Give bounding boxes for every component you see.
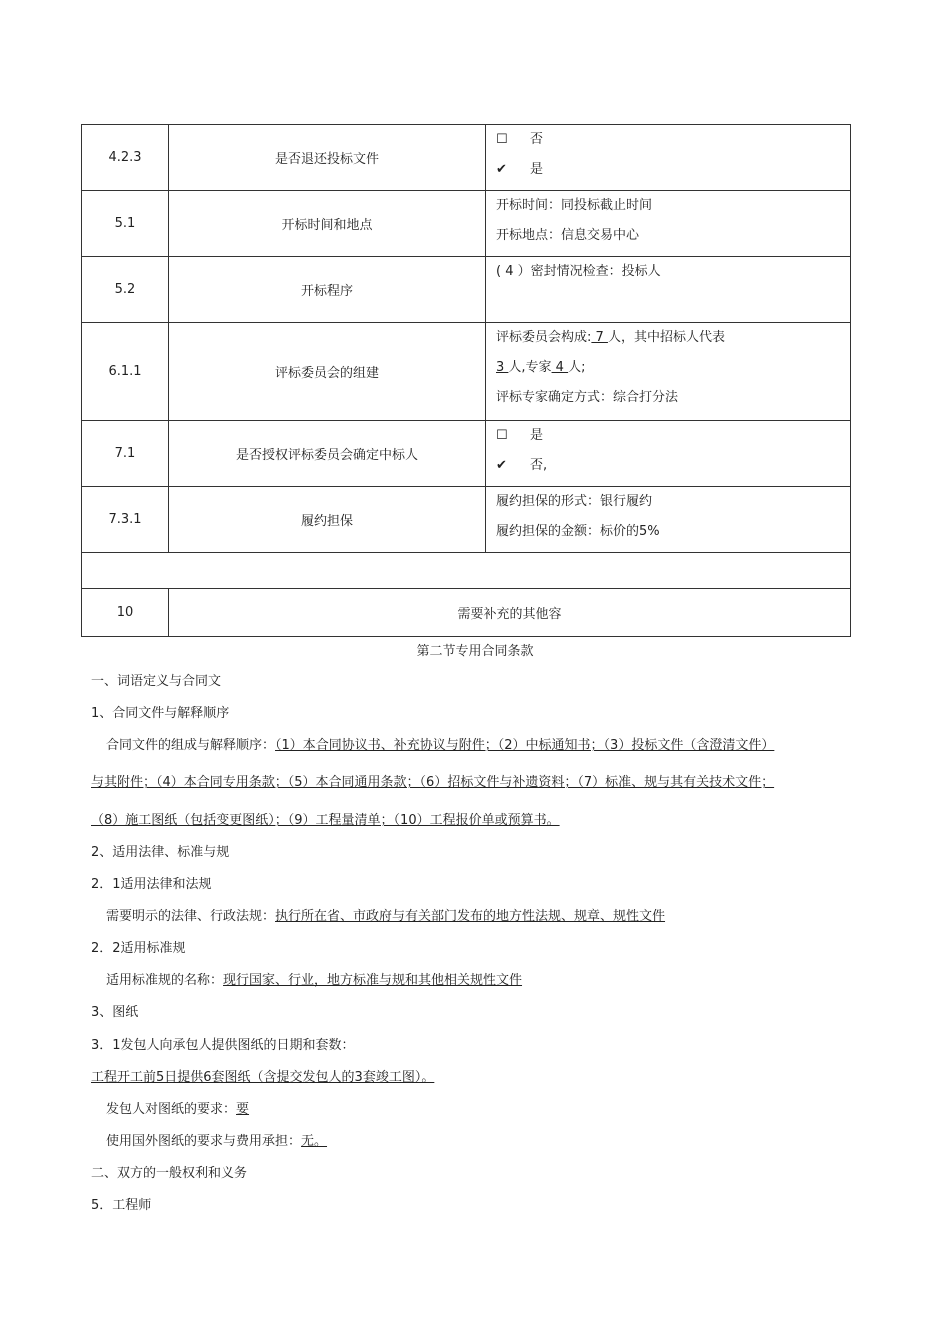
- paragraph-label: 适用标准规的名称：: [106, 973, 224, 988]
- clause-content: [486, 125, 851, 191]
- table-row: [82, 487, 851, 553]
- empty-cell: [82, 553, 851, 589]
- table-row: [82, 125, 851, 191]
- table-row: [82, 421, 851, 487]
- content-line: [496, 355, 850, 387]
- heading-drawings-sub: 3．1发包人向承包人提供图纸的日期和套数：: [91, 1038, 355, 1053]
- clause-item: 需要补充的其他容: [169, 589, 851, 637]
- paragraph-contract-order-cont: [91, 774, 774, 792]
- paragraph-drawings-req: [106, 1101, 249, 1119]
- committee-label: 评标委员会构成:: [496, 330, 592, 345]
- heading-laws-sub: 2．1适用法律和法规: [91, 877, 212, 892]
- clause-number: 4.2.3: [82, 125, 169, 191]
- heading-rights: 二、双方的一般权利和义务: [91, 1166, 248, 1181]
- clause-item: 开标时间和地点: [169, 191, 486, 257]
- heading-laws: 2、适用法律、标准与规: [91, 845, 230, 860]
- paragraph-value: 执行所在省、市政府与有关部门发布的地方性法规、规章、规性文件: [275, 909, 666, 924]
- content-line: 开标地点：信息交易中心: [496, 228, 640, 243]
- paragraph-value: 工程开工前5日提供6套图纸（含提交发包人的3套竣工图）。: [91, 1070, 435, 1085]
- committee-text: 人，其中招标人代表: [607, 330, 725, 345]
- committee-rep-value: 3: [496, 360, 509, 375]
- heading-standards: 2．2适用标准规: [91, 941, 186, 956]
- clause-item: 是否退还投标文件: [169, 125, 486, 191]
- option-label: 是: [530, 428, 544, 443]
- committee-text: 人,专家: [508, 360, 552, 375]
- paragraph-value: （1）本合同协议书、补充协议与附件；（2）中标通知书；（3）投标文件（含澄清文件）: [275, 738, 775, 753]
- option-label: 否: [530, 132, 544, 147]
- section-title: 第二节专用合同条款: [416, 644, 534, 659]
- committee-total-value: 7: [591, 330, 608, 345]
- paragraph-label: 合同文件的组成与解释顺序：: [106, 738, 276, 753]
- checkbox-empty-icon: ☐: [496, 428, 508, 443]
- clause-item: 是否授权评标委员会确定中标人: [169, 421, 486, 487]
- checkmark-icon: ✔: [496, 458, 507, 473]
- heading-drawings: 3、图纸: [91, 1005, 139, 1020]
- clause-number: 7.3.1: [82, 487, 169, 553]
- paragraph-contract-order-cont: [91, 812, 560, 830]
- content-line: 评标专家确定方式：综合打分法: [496, 390, 679, 405]
- clause-number: 5.1: [82, 191, 169, 257]
- option-label: 是: [530, 162, 544, 177]
- content-line: 开标时间：同投标截止时间: [496, 198, 653, 213]
- clause-content: [486, 191, 851, 257]
- clause-item: 评标委员会的组建: [169, 323, 486, 421]
- checkbox-empty-icon: ☐: [496, 132, 508, 147]
- paragraph-contract-order: [106, 737, 774, 755]
- paragraph-value: （8）施工图纸（包括变更图纸）；（9）工程量清单；（10）工程报价单或预算书。: [91, 813, 560, 828]
- paragraph-value: 要: [236, 1102, 250, 1117]
- content-line: ( 4 ）密封情况检查：投标人: [496, 264, 661, 279]
- paragraph-standards: [106, 972, 522, 990]
- paragraph-drawings-date: [91, 1069, 434, 1087]
- committee-text: 人;: [568, 360, 586, 375]
- option-label: 否,: [530, 458, 548, 473]
- heading-definitions: 一、词语定义与合同文: [91, 674, 222, 689]
- clause-number: 10: [82, 589, 169, 637]
- content-line: 履约担保的形式：银行履约: [496, 494, 653, 509]
- clause-content: [486, 487, 851, 553]
- clause-item: 履约担保: [169, 487, 486, 553]
- clause-item: 开标程序: [169, 257, 486, 323]
- paragraph-label: 发包人对图纸的要求：: [106, 1102, 237, 1117]
- paragraph-value: 无。: [301, 1134, 328, 1149]
- heading-engineer: 5．工程师: [91, 1198, 152, 1213]
- clause-content: [486, 323, 851, 421]
- clause-content: [486, 257, 851, 323]
- paragraph-foreign-drawings: [106, 1133, 327, 1151]
- paragraph-label: 需要明示的法律、行政法规：: [106, 909, 276, 924]
- clause-number: 5.2: [82, 257, 169, 323]
- checkmark-icon: ✔: [496, 162, 507, 177]
- content-line: 履约担保的金额：标价的5%: [496, 524, 660, 539]
- heading-contract-docs: 1、合同文件与解释顺序: [91, 706, 230, 721]
- paragraph-value: 与其附件；（4）本合同专用条款；（5）本合同通用条款；（6）招标文件与补遗资料；（7）标准、规与其有关技术文件；: [91, 775, 775, 790]
- committee-experts-value: 4: [551, 360, 569, 375]
- paragraph-label: 使用国外图纸的要求与费用承担：: [106, 1134, 302, 1149]
- paragraph-value: 现行国家、行业，地方标准与规和其他相关规性文件: [223, 973, 523, 988]
- clause-number: 7.1: [82, 421, 169, 487]
- table-row: [82, 257, 851, 323]
- table-row: [82, 191, 851, 257]
- paragraph-laws: [106, 908, 665, 926]
- clause-number: 6.1.1: [82, 323, 169, 421]
- bid-data-table: [81, 124, 851, 637]
- table-row: [82, 323, 851, 421]
- table-row-empty: [82, 553, 851, 589]
- content-line: [496, 325, 850, 357]
- table-row: [82, 589, 851, 637]
- clause-content: [486, 421, 851, 487]
